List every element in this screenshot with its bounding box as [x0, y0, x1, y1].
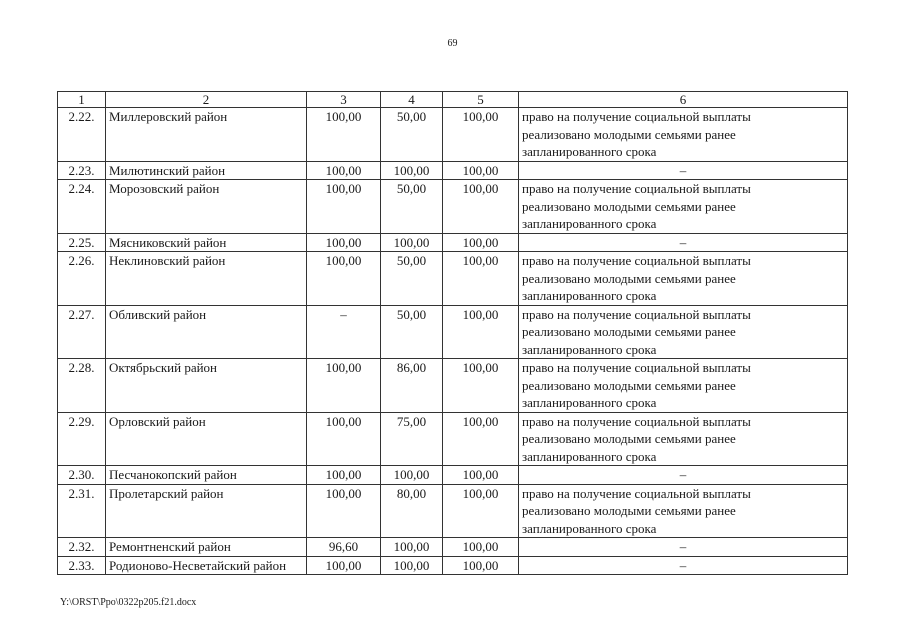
note-line: –: [679, 234, 687, 250]
value-col4-cell: 50,00: [381, 180, 443, 234]
table-header-row: [58, 92, 848, 108]
district-name-cell: Милютинский район: [106, 161, 307, 180]
row-number-cell: 2.29.: [58, 412, 106, 466]
column-header: 6: [519, 92, 848, 108]
note-cell: [519, 233, 848, 252]
row-number-cell: 2.32.: [58, 538, 106, 557]
note-line: право на получение социальной выплаты: [522, 253, 751, 268]
note-line: право на получение социальной выплаты: [522, 360, 751, 375]
district-name-cell: Пролетарский район: [106, 484, 307, 538]
value-col3-cell: 100,00: [307, 233, 381, 252]
value-col3-cell: 100,00: [307, 252, 381, 306]
note-cell: [519, 538, 848, 557]
note-line: право на получение социальной выплаты: [522, 413, 751, 429]
note-line: запланированного срока: [522, 448, 657, 464]
value-col5-cell: 100,00: [443, 466, 519, 485]
value-col3-cell: –: [307, 305, 381, 359]
row-number-cell: 2.33.: [58, 556, 106, 575]
note-line: реализовано молодыми семьями ранее: [522, 324, 736, 339]
table-row: [58, 359, 848, 413]
value-col5-cell: 100,00: [443, 538, 519, 557]
note-line: запланированного срока: [522, 341, 657, 357]
note-line: –: [679, 539, 687, 554]
note-line: запланированного срока: [522, 288, 657, 303]
note-line: –: [679, 557, 687, 573]
note-line: реализовано молодыми семьями ранее: [522, 270, 736, 286]
note-cell: [519, 412, 848, 466]
value-col3-cell: 100,00: [307, 484, 381, 538]
row-number-cell: 2.27.: [58, 305, 106, 359]
row-number-cell: 2.26.: [58, 252, 106, 306]
table-row: [58, 252, 848, 306]
note-cell: [519, 305, 848, 359]
note-line: –: [679, 162, 687, 178]
note-line: –: [679, 467, 687, 482]
value-col5-cell: 100,00: [443, 233, 519, 252]
value-col3-cell: 100,00: [307, 556, 381, 575]
district-name-cell: Песчанокопский район: [106, 466, 307, 485]
note-cell: [519, 484, 848, 538]
page-number: 69: [447, 38, 458, 49]
value-col5-cell: 100,00: [443, 180, 519, 234]
district-name-cell: Мясниковский район: [106, 233, 307, 252]
value-col4-cell: 50,00: [381, 108, 443, 162]
table-row: [58, 412, 848, 466]
table-row: [58, 161, 848, 180]
note-line: реализовано молодыми семьями ранее: [522, 198, 736, 214]
value-col4-cell: 86,00: [381, 359, 443, 413]
row-number-cell: 2.25.: [58, 233, 106, 252]
table-row: [58, 305, 848, 359]
value-col5-cell: 100,00: [443, 108, 519, 162]
value-col3-cell: 100,00: [307, 180, 381, 234]
note-line: запланированного срока: [522, 144, 657, 159]
value-col4-cell: 50,00: [381, 252, 443, 306]
note-line: право на получение социальной выплаты: [522, 181, 751, 196]
value-col4-cell: 75,00: [381, 412, 443, 466]
note-cell: [519, 180, 848, 234]
column-header: 4: [381, 92, 443, 108]
row-number-cell: 2.24.: [58, 180, 106, 234]
table-row: [58, 233, 848, 252]
note-cell: [519, 466, 848, 485]
district-name-cell: Октябрьский район: [106, 359, 307, 413]
column-header: 5: [443, 92, 519, 108]
value-col4-cell: 80,00: [381, 484, 443, 538]
table-row: [58, 466, 848, 485]
value-col4-cell: 100,00: [381, 233, 443, 252]
column-header: 2: [106, 92, 307, 108]
value-col4-cell: 100,00: [381, 466, 443, 485]
row-number-cell: 2.28.: [58, 359, 106, 413]
value-col3-cell: 96,60: [307, 538, 381, 557]
table-row: [58, 484, 848, 538]
row-number-cell: 2.22.: [58, 108, 106, 162]
district-name-cell: Родионово-Несветайский район: [106, 556, 307, 575]
table-row: [58, 556, 848, 575]
district-name-cell: Миллеровский район: [106, 108, 307, 162]
note-line: запланированного срока: [522, 520, 657, 536]
value-col5-cell: 100,00: [443, 161, 519, 180]
note-cell: [519, 252, 848, 306]
table-row: [58, 108, 848, 162]
district-name-cell: Обливский район: [106, 305, 307, 359]
note-cell: [519, 161, 848, 180]
value-col3-cell: 100,00: [307, 359, 381, 413]
row-number-cell: 2.31.: [58, 484, 106, 538]
value-col4-cell: 50,00: [381, 305, 443, 359]
note-line: реализовано молодыми семьями ранее: [522, 431, 736, 446]
value-col5-cell: 100,00: [443, 305, 519, 359]
note-line: реализовано молодыми семьями ранее: [522, 377, 736, 393]
value-col5-cell: 100,00: [443, 556, 519, 575]
district-name-cell: Ремонтненский район: [106, 538, 307, 557]
district-name-cell: Неклиновский район: [106, 252, 307, 306]
value-col5-cell: 100,00: [443, 359, 519, 413]
note-cell: [519, 359, 848, 413]
row-number-cell: 2.30.: [58, 466, 106, 485]
value-col5-cell: 100,00: [443, 484, 519, 538]
note-line: право на получение социальной выплаты: [522, 485, 751, 501]
note-line: реализовано молодыми семьями ранее: [522, 126, 736, 142]
value-col4-cell: 100,00: [381, 556, 443, 575]
column-header: 1: [58, 92, 106, 108]
row-number-cell: 2.23.: [58, 161, 106, 180]
value-col3-cell: 100,00: [307, 466, 381, 485]
note-line: запланированного срока: [522, 216, 657, 231]
district-name-cell: Орловский район: [106, 412, 307, 466]
value-col3-cell: 100,00: [307, 161, 381, 180]
note-cell: [519, 108, 848, 162]
value-col3-cell: 100,00: [307, 412, 381, 466]
value-col4-cell: 100,00: [381, 161, 443, 180]
value-col3-cell: 100,00: [307, 108, 381, 162]
value-col4-cell: 100,00: [381, 538, 443, 557]
district-name-cell: Морозовский район: [106, 180, 307, 234]
note-line: запланированного срока: [522, 395, 657, 410]
note-cell: [519, 556, 848, 575]
value-col5-cell: 100,00: [443, 252, 519, 306]
data-table: [57, 91, 848, 575]
table-row: [58, 538, 848, 557]
footer-file-path: Y:\ORST\Ppo\0322p205.f21.docx: [60, 597, 197, 608]
value-col5-cell: 100,00: [443, 412, 519, 466]
note-line: право на получение социальной выплаты: [522, 306, 751, 322]
note-line: право на получение социальной выплаты: [522, 109, 751, 124]
column-header: 3: [307, 92, 381, 108]
table-row: [58, 180, 848, 234]
note-line: реализовано молодыми семьями ранее: [522, 503, 736, 518]
